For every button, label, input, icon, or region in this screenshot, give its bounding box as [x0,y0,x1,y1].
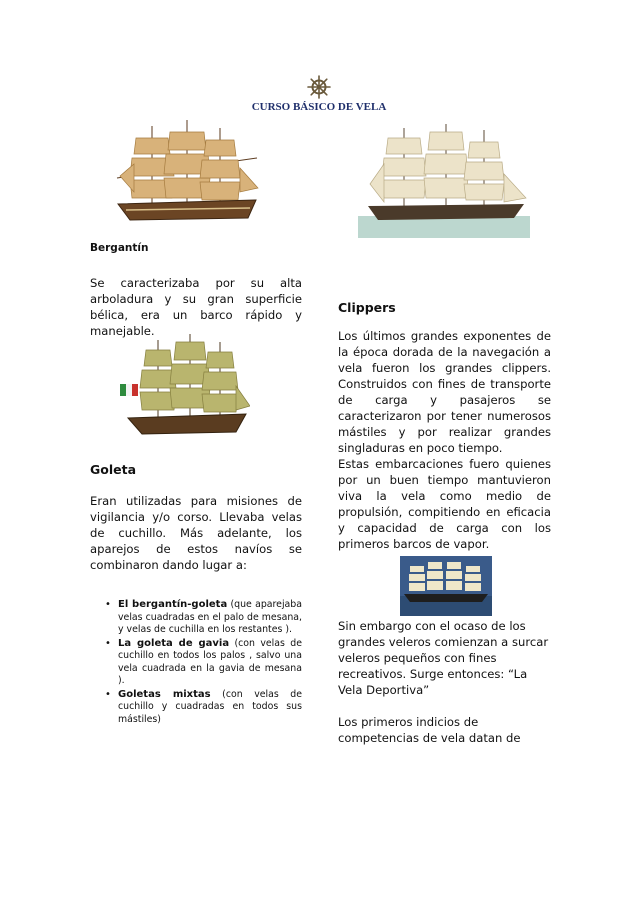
goleta-ship-image [118,334,250,446]
goleta-heading: Goleta [90,462,137,477]
clippers-text-2: Estas embarcaciones fuero quienes por un buen tiempo mantuvieron viva la vela como medio de propulsión, compitiendo en eficacia y capacidad de carga con los primeros barcos de vapor. [338,457,551,551]
bergantin-ship-image [112,118,262,230]
deportiva-text-1: Sin embargo con el ocaso de los grandes veleros comienzan a surcar veleros pequeños con fines recreativos. Surge entonces: “La Vela Deportiva” [338,619,549,697]
ship-wheel-icon [307,75,331,99]
bullet-icon: • [105,688,111,700]
four-masted-ship-image [400,556,492,616]
left-column [90,242,302,339]
bergantin-heading: Bergantín [90,242,149,254]
list-item: • Goletas mixtas (con velas de cuchillo y cuadradas en todos sus mástiles) [105,688,303,725]
bullet-icon: • [105,637,111,649]
page-title: CURSO BÁSICO DE VELA [251,101,387,113]
flag-icon [120,384,138,396]
clipper-ship-image [358,124,530,238]
clippers-section [338,300,551,552]
vela-deportiva-section [338,618,551,746]
goleta-section [90,462,302,727]
clippers-heading: Clippers [338,300,396,315]
goleta-text: Eran utilizadas para misiones de vigilancia y/o corso. Llevaba velas de cuchillo. Más adelante, los aparejos de estos navíos se combinaron dando lugar a: [90,494,302,572]
bullet-icon: • [105,599,111,610]
page-header [0,75,638,113]
clippers-text-1: Los últimos grandes exponentes de la época dorada de la navegación a vela fueron los grandes clippers. Construidos con fines de transporte de carga y pasajeros se caracterizaron por tener numerosos mástiles y por realizar grandes singladuras en poco tiempo. [338,329,551,455]
deportiva-text-2: Los primeros indicios de competencias de vela datan de [338,715,521,745]
bergantin-text: Se caracterizaba por su alta arboladura y su gran superficie bélica, era un barco rápido y manejable. [90,276,302,338]
list-item: • El bergantín-goleta (que aparejaba velas cuadradas en el palo de mesana, y velas de cuchilla en los restantes ). [105,599,302,635]
list-item: • La goleta de gavia (con velas de cuchillo en todos los palos , salvo una vela cuadrada en la gavia de mesana ). [105,637,303,686]
goleta-variants-list [90,599,302,726]
